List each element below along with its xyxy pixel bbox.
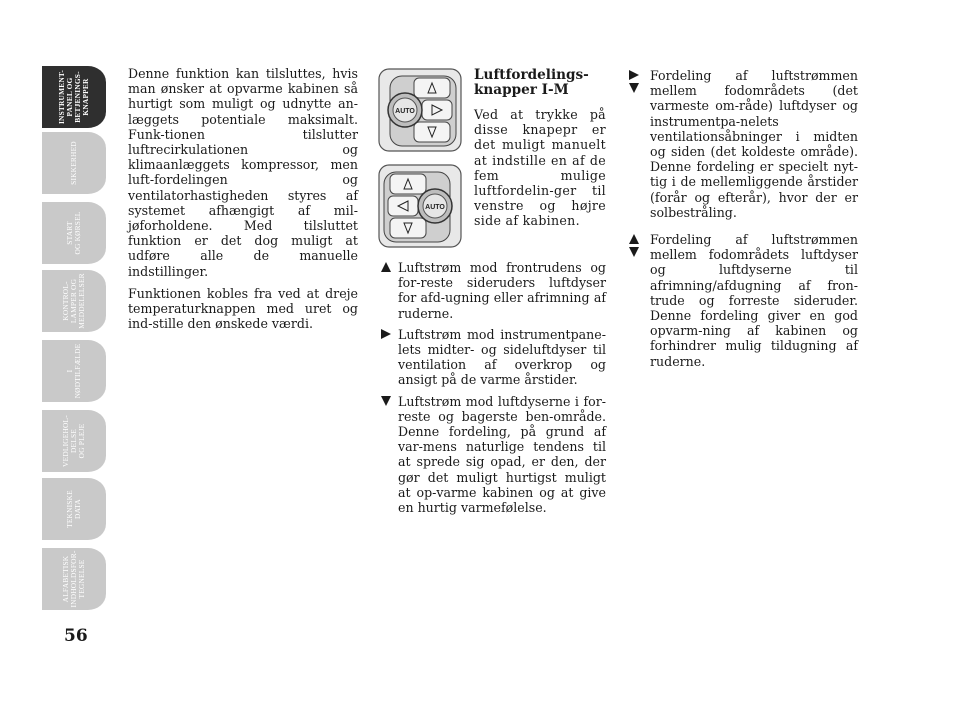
column-2-header: [474, 68, 606, 236]
sidebar-tab-8[interactable]: [42, 546, 106, 612]
sidebar-tab-label: [62, 550, 86, 607]
sidebar-tab-label: [62, 273, 86, 329]
sidebar-tab-line: ALFABETISK: [61, 555, 70, 603]
sidebar-tab-1[interactable]: [42, 64, 106, 130]
sidebar-tab-line: BETJENINGS-: [73, 71, 82, 123]
sidebar-tab-label: [70, 141, 78, 185]
button-panel-lower-image: [378, 164, 462, 248]
sidebar-tab-6[interactable]: [42, 408, 106, 474]
list-item: [628, 232, 858, 369]
triangle-down-icon: [628, 82, 640, 94]
button-panel-upper-image: [378, 68, 462, 152]
sidebar-tab-line: OG KØRSEL: [73, 211, 82, 255]
sidebar-tab-4[interactable]: [42, 268, 106, 334]
triangle-right-icon: [628, 69, 640, 81]
list-item: [380, 260, 606, 321]
sidebar-tab-label: [66, 211, 82, 254]
sidebar-tab-label: [66, 490, 82, 528]
sidebar-tab-label: [58, 70, 90, 124]
svg-text:AUTO: AUTO: [425, 204, 445, 211]
list-item-text: Luftstrøm mod frontrudens og for-reste sideruders luftdyser for afd-ugning eller afrimning af ruderne.: [398, 260, 606, 321]
sidebar-tab-line: OG PLEJE: [77, 423, 86, 459]
page-number: 56: [64, 626, 88, 646]
sidebar-tab-line: KONTROL-: [61, 281, 70, 321]
intro-paragraph: Ved at trykke på disse knapepr er det muligt manuelt at indstille en af de fem mulige luftfordelin-ger til venstre og højre side af kabinen.: [474, 107, 606, 229]
svg-text:AUTO: AUTO: [395, 108, 415, 115]
sidebar-tab-line: I: [65, 369, 74, 373]
list-item: [380, 327, 606, 388]
section-heading: Luftfordelings- knapper I-M: [474, 67, 589, 98]
control-panel-lower-icon: [378, 164, 462, 248]
column-1: [128, 66, 358, 338]
sidebar-tab-3[interactable]: [42, 200, 106, 266]
triangle-up-icon: [628, 233, 640, 245]
sidebar-tab-line: INSTRUMENT-: [57, 69, 66, 125]
list-item: [380, 394, 606, 516]
paragraph-2: Funktionen kobles fra ved at dreje temperaturknappen med uret og ind-stille den ønskede værdi.: [128, 285, 358, 332]
sidebar-tab-line: INDHOLDSFOR-: [69, 550, 78, 608]
sidebar-tab-line: DATA: [73, 499, 82, 519]
sidebar-tab-line: TEGNELSE: [77, 559, 86, 599]
sidebar-tab-7[interactable]: [42, 476, 106, 542]
triangle-down-icon: [628, 246, 640, 258]
sidebar-tab-line: SIKKERHED: [69, 141, 78, 185]
sidebar-tab-line: KNAPPER: [81, 78, 90, 116]
sidebar-tab-line: MEDDELELSER: [77, 273, 86, 329]
list-item-text: Luftstrøm mod luftdyserne i for-reste og bagerste ben-område. Denne fordeling, på grund af var-mens naturlige tendens til at sprede sig opad, er den, der gør det muligt hurtigst muligt at op-varme kabinen og at give en hurtig varmefølelse.: [398, 393, 606, 516]
sidebar-tab-2[interactable]: [42, 130, 106, 196]
list-item-text: Fordeling af luftstrømmen mellem fodområdets (det varmeste om-råde) luftdyser og instrumentpa-nelets ventilationsåbninger i midten og siden (det koldeste område). Denne fordeling er specielt nyt-tig i de mellemliggende årstider (forår og efterår), hvor der er solbestråling.: [650, 68, 858, 220]
list-item: [628, 68, 858, 220]
sidebar-tab-label: [66, 344, 82, 399]
sidebar-tab-line: DELSE: [69, 429, 78, 453]
sidebar-tab-label: [62, 415, 86, 467]
list-item-text: Luftstrøm mod instrumentpane-lets midter- og sideluftdyser til ventilation af overkrop og ansigt på de varme årstider.: [398, 326, 606, 388]
triangle-down-icon: [380, 395, 392, 407]
sidebar-tab-line: LAMPER OG: [69, 278, 78, 324]
triangle-up-icon: [380, 261, 392, 273]
sidebar-tab-line: TEKNISKE: [65, 490, 74, 528]
sidebar-tab-line: NØDTILFÆLDE: [73, 343, 82, 399]
triangle-right-icon: [380, 328, 392, 340]
column-3-list: [628, 68, 858, 381]
column-2-list: [380, 260, 606, 521]
control-panel-upper-icon: [378, 68, 462, 152]
sidebar-tab-line: PANEL OG: [65, 77, 74, 117]
paragraph-1: Denne funktion kan tilsluttes, hvis man ønsker at opvarme kabinen så hurtigt som muligt og udnytte an-læggets potentiale maksimalt. Funk-tionen tilslutter luftrecirkulationen og klimaanlæggets kompressor, men luft-fordelingen og ventilatorhastigheden styres af systemet afhængigt af mil-jøforholdene. Med tilsluttet funktion er det dog muligt at udføre alle de manuelle indstillinger.: [128, 66, 358, 279]
sidebar-tab-line: VEDLIGEHOL-: [61, 415, 70, 467]
list-item-text: Fordeling af luftstrømmen mellem fodområdets luftdyser og luftdyserne til afrimning/afdugning af fron-trude og forreste sideruder. Denne fordeling giver en god opvarm-ning af kabinen og forhindrer mulig tildugning af ruderne.: [650, 232, 858, 369]
sidebar-tab-line: START: [65, 221, 74, 245]
sidebar-tab-5[interactable]: [42, 338, 106, 404]
